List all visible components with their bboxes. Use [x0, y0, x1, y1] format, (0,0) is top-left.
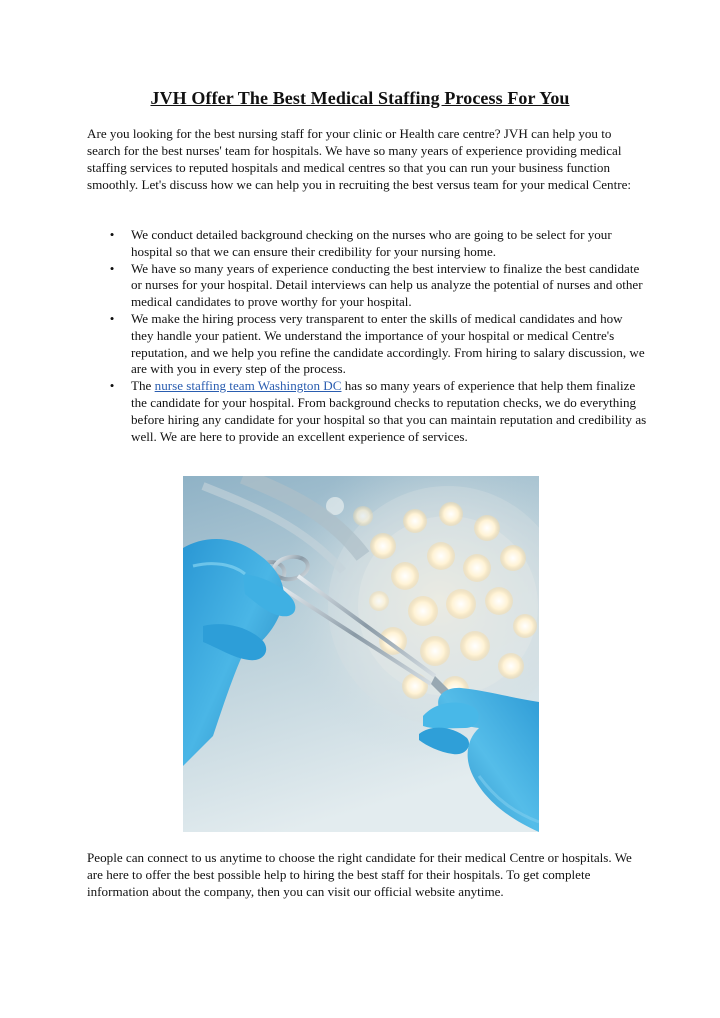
benefits-list	[87, 227, 647, 445]
closing-paragraph: People can connect to us anytime to choose the right candidate for their medical Centre or hospitals. We are here to offer the best possible help to hiring the best staff for their hospitals. To get complete information about the company, then you can visit our official website anytime.	[87, 850, 632, 899]
surgery-photo	[183, 476, 539, 832]
list-item-text: We conduct detailed background checking on the nurses who are going to be select for your hospital so that we can ensure their credibility for your nursing home.	[131, 227, 612, 259]
intro-paragraph: Are you looking for the best nursing staff for your clinic or Health care centre? JVH can help you to search for the best nurses' team for hospitals. We have so many years of experience providing medical staffing services to reputed hospitals and medical centres so that you can run your business function smoothly. Let's discuss how we can help you in recruiting the best versus team for your medical Centre:	[87, 126, 632, 192]
list-item	[87, 261, 647, 311]
list-item-text-before-link: The	[131, 378, 155, 394]
list-item	[87, 311, 647, 378]
list-item	[87, 227, 647, 261]
surgery-illustration	[183, 476, 539, 832]
bullet-icon: •	[109, 260, 115, 276]
list-item	[87, 378, 647, 445]
bullet-icon: •	[109, 378, 115, 394]
nurse-staffing-link[interactable]: nurse staffing team Washington DC	[154, 378, 342, 394]
page-title: JVH Offer The Best Medical Staffing Process For You	[150, 88, 570, 108]
bullet-icon: •	[109, 310, 115, 326]
list-item-text-after-link: has so many years of experience that help them finalize the candidate for your hospital. From background checks to reputation checks, we do everything before hiring any candidate for your hospital so that you can maintain reputation and credibility as well. We are here to provide an excellent experience of services.	[131, 378, 647, 444]
list-item-text: We make the hiring process very transparent to enter the skills of medical candidates and how they handle your patient. We understand the importance of your hospital or medical Centre's reputation, and we help you refine the candidate accordingly. From hiring to salary discussion, we are with you in every step of the process.	[131, 310, 645, 377]
list-item-text: We have so many years of experience conducting the best interview to finalize the best candidate or nurses for your hospital. Detail interviews can help us analyze the potential of nurses and other medical candidates to prove worthy for your hospital.	[131, 260, 643, 310]
bullet-icon: •	[109, 227, 115, 242]
